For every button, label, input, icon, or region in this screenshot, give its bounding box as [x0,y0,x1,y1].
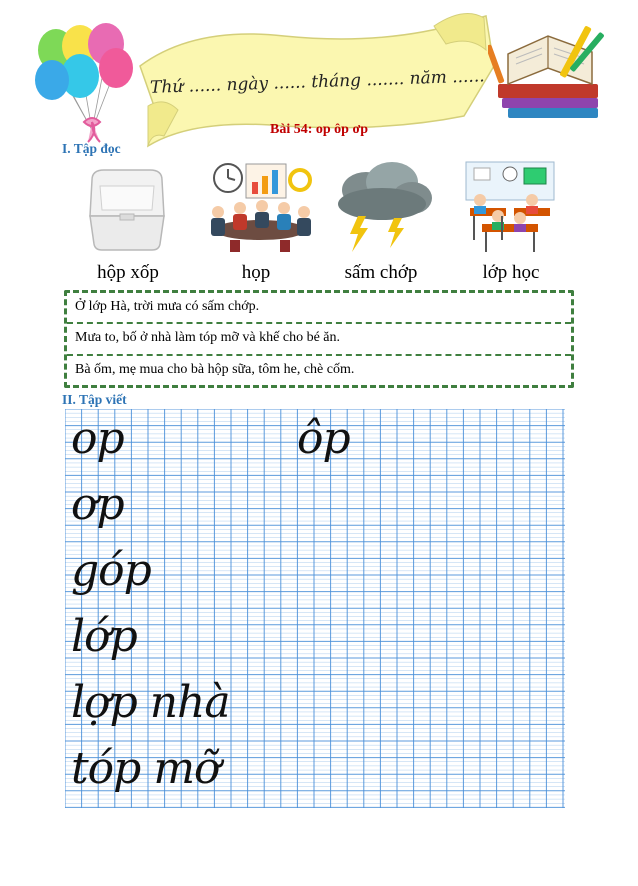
caption-meeting: họp [241,262,271,283]
writing-grid [65,409,565,808]
sample-lop-nha: lợp nhà [71,677,230,728]
sample-op: op [71,413,124,464]
sample-lop: lớp [71,611,137,662]
caption-thunder: sấm chớp [344,262,418,283]
sample-op-hat: ôp [297,413,350,464]
lesson-title: Bài 54: op ôp ơp [270,122,368,137]
sentence-1: Ở lớp Hà, trời mưa có sấm chớp. [67,293,571,324]
books-pencils-icon [488,24,610,126]
reading-sentences-box [64,290,574,388]
date-line: Thứ ...... ngày ...... tháng ....... năm ...... [149,66,485,98]
thunderstorm-icon [332,160,434,256]
caption-classroom: lớp học [482,262,540,283]
reading-heading: I. Tập đọc [62,141,121,156]
foam-box-icon [84,160,170,256]
sample-gop: góp [71,545,151,596]
classroom-icon [462,160,558,256]
writing-heading: II. Tập viết [62,392,127,407]
sample-op-horn: ơp [71,479,124,530]
caption-foam-box: hộp xốp [97,262,159,283]
sample-top-mo: tóp mỡ [71,743,220,794]
sentence-2: Mưa to, bố ở nhà làm tóp mỡ và khế cho bé ăn. [67,324,571,355]
meeting-icon [200,160,320,256]
sentence-3: Bà ốm, mẹ mua cho bà hộp sữa, tôm he, chè cốm. [75,361,355,377]
